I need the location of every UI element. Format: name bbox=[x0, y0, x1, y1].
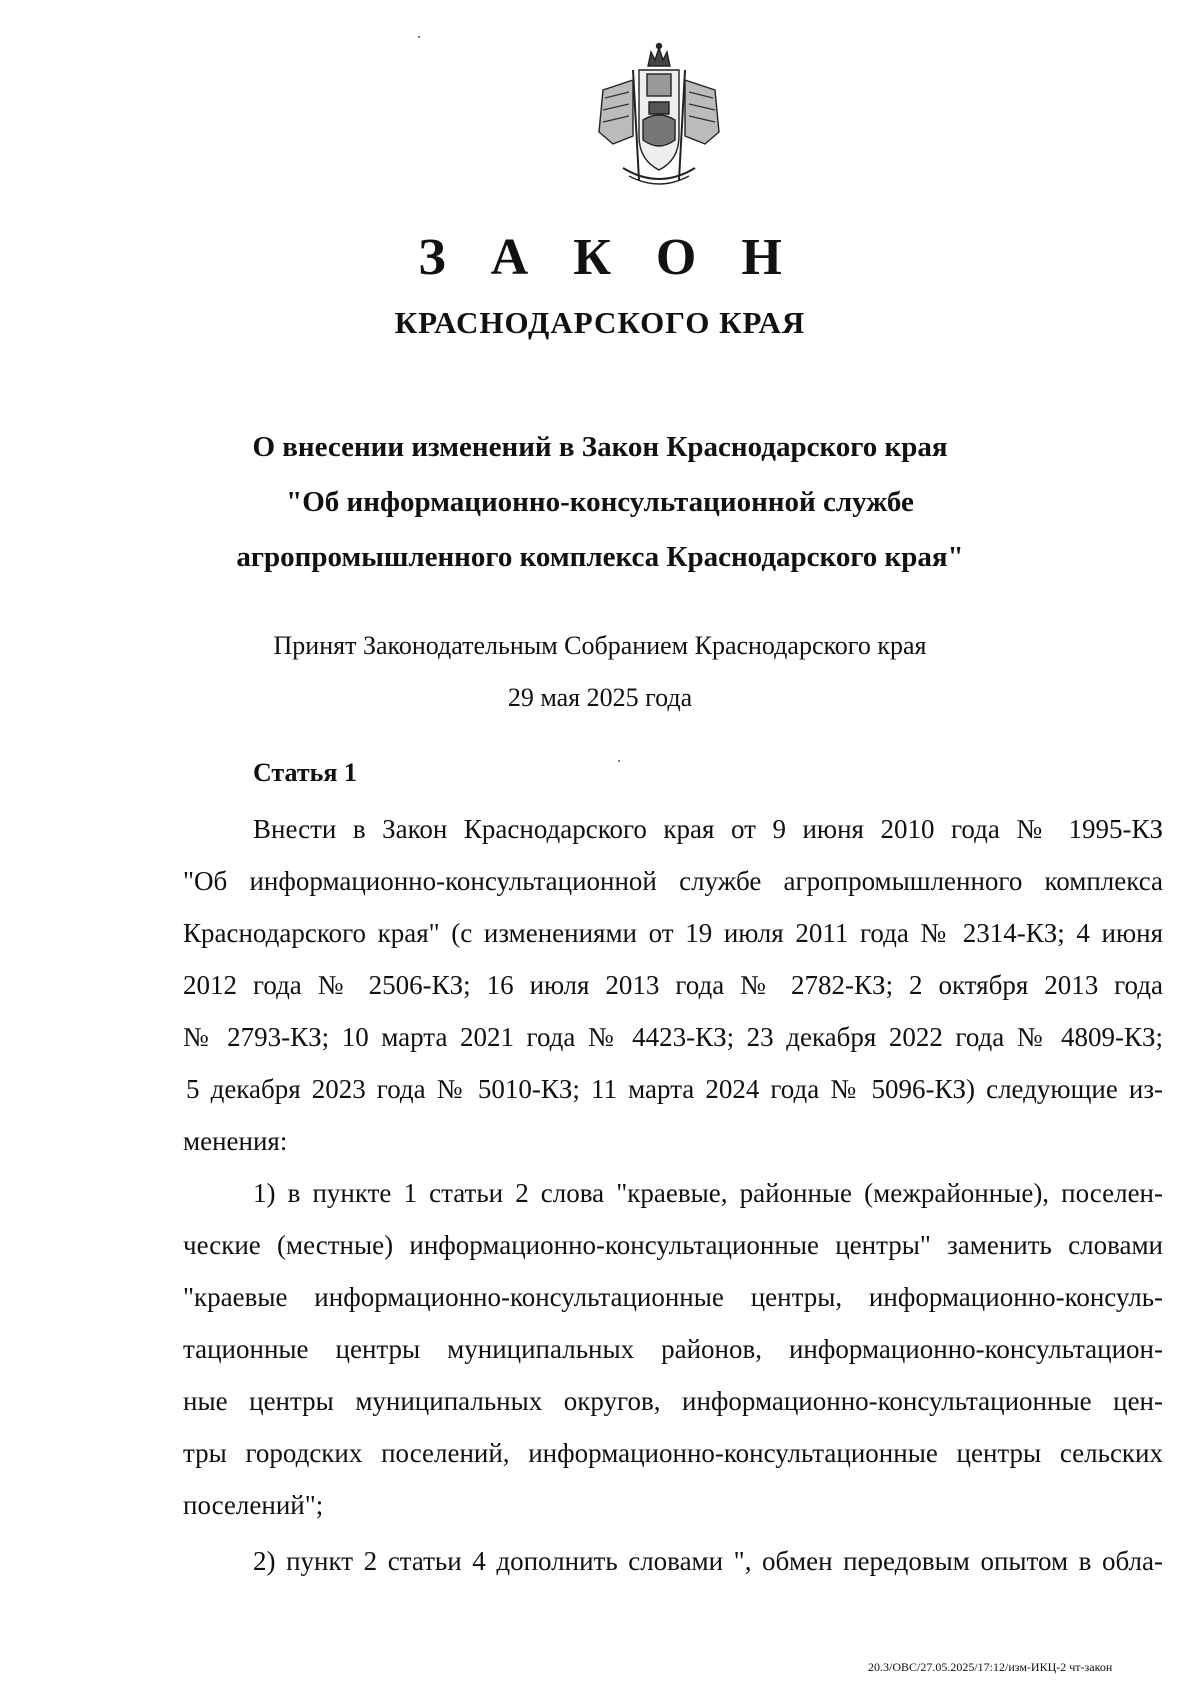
article-text-line: Краснодарского края" (с изменениями от 19 июля 2011 года № 2314-КЗ; 4 июня bbox=[183, 918, 1163, 948]
article-text-line: поселений"; bbox=[183, 1490, 324, 1520]
article-text-line: ные центры муниципальных округов, информационно-консультационные цен- bbox=[183, 1386, 1163, 1416]
adoption-date: 29 мая 2025 года bbox=[507, 683, 693, 712]
article-text-line: № 2793-КЗ; 10 марта 2021 года № 4423-КЗ; 23 декабря 2022 года № 4809-КЗ; bbox=[183, 1022, 1163, 1052]
adoption-line: Принят Законодательным Собранием Краснодарского края bbox=[273, 631, 927, 660]
article-text-line: 5 декабря 2023 года № 5010-КЗ; 11 марта 2024 года № 5096-КЗ) следующие из- bbox=[186, 1074, 1163, 1104]
coat-of-arms-icon bbox=[593, 40, 725, 190]
document-code: 20.3/ОВС/27.05.2025/17:12/изм-ИКЦ-2 чт-закон bbox=[868, 1660, 1113, 1674]
article-text-line: тры городских поселений, информационно-консультационные центры сельских bbox=[183, 1438, 1163, 1468]
article-text-line: 2) пункт 2 статьи 4 дополнить словами ", обмен передовым опытом в обла- bbox=[253, 1546, 1163, 1576]
document-subtitle: КРАСНОДАРСКОГО КРАЯ bbox=[394, 305, 806, 340]
adoption-note bbox=[0, 620, 1200, 724]
article-text-line: тационные центры муниципальных районов, информационно-консультацион- bbox=[183, 1334, 1163, 1364]
article-text-line: 1) в пункте 1 статьи 2 слова "краевые, районные (межрайонные), поселен- bbox=[253, 1178, 1163, 1208]
article-text-line: "Об информационно-консультационной службе агропромышленного комплекса bbox=[183, 866, 1163, 896]
scan-speck bbox=[618, 760, 620, 762]
law-subject bbox=[0, 420, 1200, 585]
article-text-line: "краевые информационно-консультационные центры, информационно-консуль- bbox=[183, 1282, 1163, 1312]
article-text-line: 2012 года № 2506-КЗ; 16 июля 2013 года № 2782-КЗ; 2 октября 2013 года bbox=[183, 970, 1163, 1000]
document-title: З А К О Н bbox=[418, 229, 798, 286]
subject-line: "Об информационно-консультационной службе bbox=[286, 486, 914, 518]
article-text-line: Внести в Закон Краснодарского края от 9 июня 2010 года № 1995-КЗ bbox=[253, 814, 1163, 844]
article-text-line: менения: bbox=[183, 1126, 288, 1156]
subject-line: О внесении изменений в Закон Краснодарского края bbox=[252, 431, 948, 463]
article-heading: Статья 1 bbox=[253, 758, 357, 787]
subject-line: агропромышленного комплекса Краснодарского края" bbox=[236, 541, 964, 573]
article-text-line: ческие (местные) информационно-консультационные центры" заменить словами bbox=[183, 1230, 1163, 1260]
scan-speck bbox=[418, 36, 420, 38]
